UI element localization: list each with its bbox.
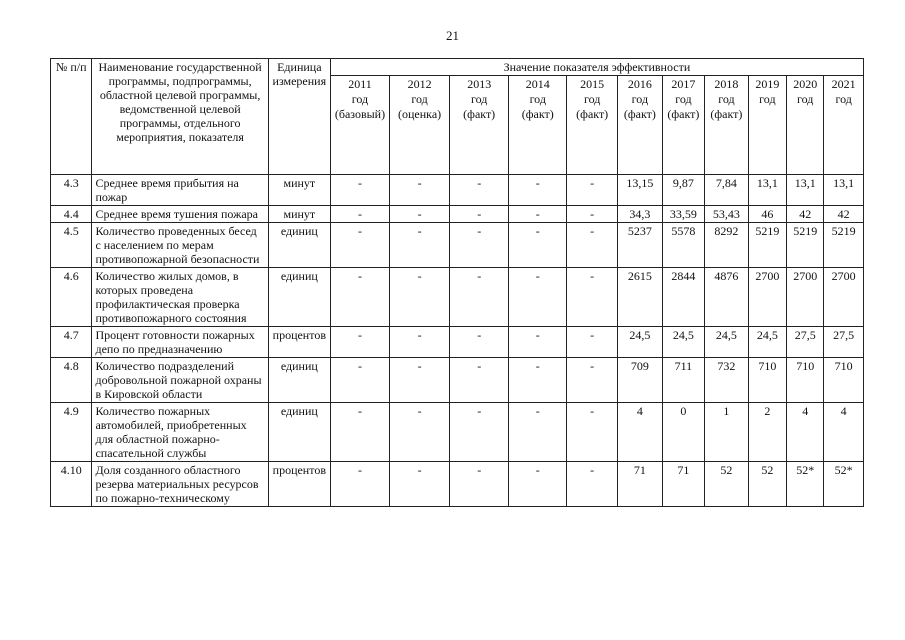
header-year-line: 2011 <box>348 77 372 91</box>
value-cell: 7,84 <box>705 175 749 206</box>
value-cell: 711 <box>662 358 705 403</box>
table-row <box>51 206 864 223</box>
header-year-line: год <box>759 92 776 106</box>
value-cell: 9,87 <box>662 175 705 206</box>
header-year-line: (факт) <box>667 107 700 121</box>
value-cell: - <box>450 175 509 206</box>
value-cell: 1 <box>705 403 749 462</box>
header-year-line: 2017 <box>671 77 696 91</box>
value-cell: - <box>567 175 618 206</box>
row-number: 4.3 <box>51 175 92 206</box>
unit-cell: минут <box>268 206 330 223</box>
value-cell: - <box>330 403 389 462</box>
value-cell: - <box>330 327 389 358</box>
header-year-2014 <box>509 76 567 175</box>
header-year-line: год <box>835 92 852 106</box>
unit-cell: единиц <box>268 223 330 268</box>
value-cell: - <box>330 175 389 206</box>
row-number: 4.7 <box>51 327 92 358</box>
header-year-2012 <box>390 76 450 175</box>
value-cell: - <box>450 358 509 403</box>
header-year-line: 2020 <box>793 77 818 91</box>
row-number: 4.4 <box>51 206 92 223</box>
value-cell: 24,5 <box>705 327 749 358</box>
value-cell: 24,5 <box>662 327 705 358</box>
value-cell: 24,5 <box>618 327 663 358</box>
header-year-line: год <box>470 92 488 106</box>
value-cell: 2615 <box>618 268 663 327</box>
value-cell: 52* <box>824 462 864 507</box>
row-number: 4.5 <box>51 223 92 268</box>
page-number: 21 <box>446 28 459 43</box>
header-values: Значение показателя эффективности <box>330 59 863 76</box>
value-cell: 0 <box>662 403 705 462</box>
value-cell: 5219 <box>824 223 864 268</box>
unit-cell: процентов <box>268 462 330 507</box>
table-row <box>51 175 864 206</box>
indicator-name: Количество жилых домов, в которых проведена профилактическая проверка противопожарного состояния <box>92 268 268 327</box>
unit-cell: минут <box>268 175 330 206</box>
value-cell: - <box>390 206 450 223</box>
unit-cell: единиц <box>268 403 330 462</box>
value-cell: - <box>509 175 567 206</box>
value-cell: 710 <box>824 358 864 403</box>
value-cell: - <box>567 403 618 462</box>
value-cell: 732 <box>705 358 749 403</box>
indicator-name: Доля созданного областного резерва материальных ресурсов по пожарно-техническому <box>92 462 268 507</box>
table-row <box>51 327 864 358</box>
value-cell: 4 <box>824 403 864 462</box>
value-cell: - <box>509 462 567 507</box>
value-cell: - <box>330 268 389 327</box>
row-number: 4.10 <box>51 462 92 507</box>
value-cell: 24,5 <box>748 327 786 358</box>
value-cell: - <box>390 358 450 403</box>
value-cell: - <box>450 268 509 327</box>
table-row <box>51 462 864 507</box>
value-cell: - <box>390 462 450 507</box>
value-cell: - <box>330 206 389 223</box>
value-cell: - <box>509 223 567 268</box>
value-cell: - <box>509 403 567 462</box>
value-cell: - <box>330 358 389 403</box>
value-cell: - <box>450 403 509 462</box>
header-year-2018 <box>705 76 749 175</box>
value-cell: - <box>390 223 450 268</box>
header-year-line: год <box>351 92 369 106</box>
value-cell: 71 <box>662 462 705 507</box>
value-cell: 42 <box>787 206 824 223</box>
value-cell: 34,3 <box>618 206 663 223</box>
header-year-line: (факт) <box>521 107 554 121</box>
value-cell: - <box>390 268 450 327</box>
value-cell: 4876 <box>705 268 749 327</box>
value-cell: - <box>567 327 618 358</box>
header-year-2011 <box>330 76 389 175</box>
value-cell: - <box>567 206 618 223</box>
value-cell: 13,1 <box>748 175 786 206</box>
value-cell: - <box>390 403 450 462</box>
value-cell: 2700 <box>824 268 864 327</box>
header-year-line: (факт) <box>710 107 743 121</box>
header-year-line: год <box>797 92 814 106</box>
indicator-name: Среднее время тушения пожара <box>92 206 268 223</box>
unit-cell: единиц <box>268 268 330 327</box>
value-cell: - <box>450 462 509 507</box>
value-cell: 27,5 <box>787 327 824 358</box>
header-year-2017 <box>662 76 705 175</box>
value-cell: 8292 <box>705 223 749 268</box>
header-year-line: 2019 <box>755 77 780 91</box>
value-cell: 2 <box>748 403 786 462</box>
value-cell: 2700 <box>787 268 824 327</box>
value-cell: 13,1 <box>824 175 864 206</box>
header-year-2019 <box>748 76 786 175</box>
value-cell: - <box>390 327 450 358</box>
value-cell: - <box>450 206 509 223</box>
value-cell: - <box>567 223 618 268</box>
header-year-line: (факт) <box>463 107 496 121</box>
header-year-line: 2012 <box>407 77 432 91</box>
value-cell: 52 <box>748 462 786 507</box>
header-year-line: 2016 <box>627 77 652 91</box>
header-year-2013 <box>450 76 509 175</box>
header-year-line: 2018 <box>714 77 739 91</box>
value-cell: - <box>450 327 509 358</box>
table-row <box>51 268 864 327</box>
value-cell: - <box>509 327 567 358</box>
value-cell: 2700 <box>748 268 786 327</box>
value-cell: 5237 <box>618 223 663 268</box>
value-cell: 2844 <box>662 268 705 327</box>
row-number: 4.8 <box>51 358 92 403</box>
indicators-table <box>50 58 864 507</box>
header-year-line: (факт) <box>576 107 609 121</box>
row-number: 4.6 <box>51 268 92 327</box>
value-cell: 710 <box>787 358 824 403</box>
value-cell: 5219 <box>748 223 786 268</box>
value-cell: 27,5 <box>824 327 864 358</box>
value-cell: 42 <box>824 206 864 223</box>
value-cell: 52 <box>705 462 749 507</box>
value-cell: - <box>567 358 618 403</box>
value-cell: - <box>509 206 567 223</box>
value-cell: 53,43 <box>705 206 749 223</box>
unit-cell: процентов <box>268 327 330 358</box>
value-cell: 4 <box>618 403 663 462</box>
value-cell: 5219 <box>787 223 824 268</box>
header-year-2015 <box>567 76 618 175</box>
header-year-2020 <box>787 76 824 175</box>
header-year-line: год <box>583 92 601 106</box>
value-cell: 13,15 <box>618 175 663 206</box>
header-year-line: 2021 <box>831 77 856 91</box>
header-year-line: год <box>631 92 649 106</box>
value-cell: - <box>509 268 567 327</box>
indicator-name: Среднее время прибытия на пожар <box>92 175 268 206</box>
header-year-line: 2014 <box>525 77 550 91</box>
unit-cell: единиц <box>268 358 330 403</box>
header-year-line: (базовый) <box>334 107 386 121</box>
value-cell: 33,59 <box>662 206 705 223</box>
header-year-line: (факт) <box>623 107 656 121</box>
table-row <box>51 403 864 462</box>
header-name: Наименование государственной программы, подпрограммы, областной целевой программы, ведомственной целевой программы, отдельного мероприятия, показателя <box>92 59 268 175</box>
header-year-line: (оценка) <box>398 107 442 121</box>
value-cell: 4 <box>787 403 824 462</box>
table-row <box>51 358 864 403</box>
value-cell: 709 <box>618 358 663 403</box>
indicator-name: Количество проведенных бесед с населением по мерам противопожарной безопасности <box>92 223 268 268</box>
value-cell: 13,1 <box>787 175 824 206</box>
row-number: 4.9 <box>51 403 92 462</box>
value-cell: - <box>567 462 618 507</box>
indicator-name: Количество пожарных автомобилей, приобретенных для областной пожарно-спасательной службы <box>92 403 268 462</box>
value-cell: - <box>509 358 567 403</box>
indicator-name: Процент готовности пожарных депо по предназначению <box>92 327 268 358</box>
value-cell: - <box>567 268 618 327</box>
header-year-line: год <box>411 92 428 106</box>
indicator-name: Количество подразделений добровольной пожарной охраны в Кировской области <box>92 358 268 403</box>
value-cell: 5578 <box>662 223 705 268</box>
value-cell: - <box>450 223 509 268</box>
value-cell: - <box>330 462 389 507</box>
header-year-line: год <box>718 92 735 106</box>
header-unit: Единица измерения <box>268 59 330 175</box>
header-year-line: 2013 <box>467 77 492 91</box>
value-cell: - <box>390 175 450 206</box>
header-year-2021 <box>824 76 864 175</box>
header-year-line: 2015 <box>580 77 605 91</box>
value-cell: 52* <box>787 462 824 507</box>
header-year-line: год <box>675 92 692 106</box>
header-year-line: год <box>529 92 546 106</box>
value-cell: - <box>330 223 389 268</box>
value-cell: 71 <box>618 462 663 507</box>
header-year-2016 <box>618 76 663 175</box>
value-cell: 46 <box>748 206 786 223</box>
value-cell: 710 <box>748 358 786 403</box>
header-num: № п/п <box>51 59 92 175</box>
table-row <box>51 223 864 268</box>
